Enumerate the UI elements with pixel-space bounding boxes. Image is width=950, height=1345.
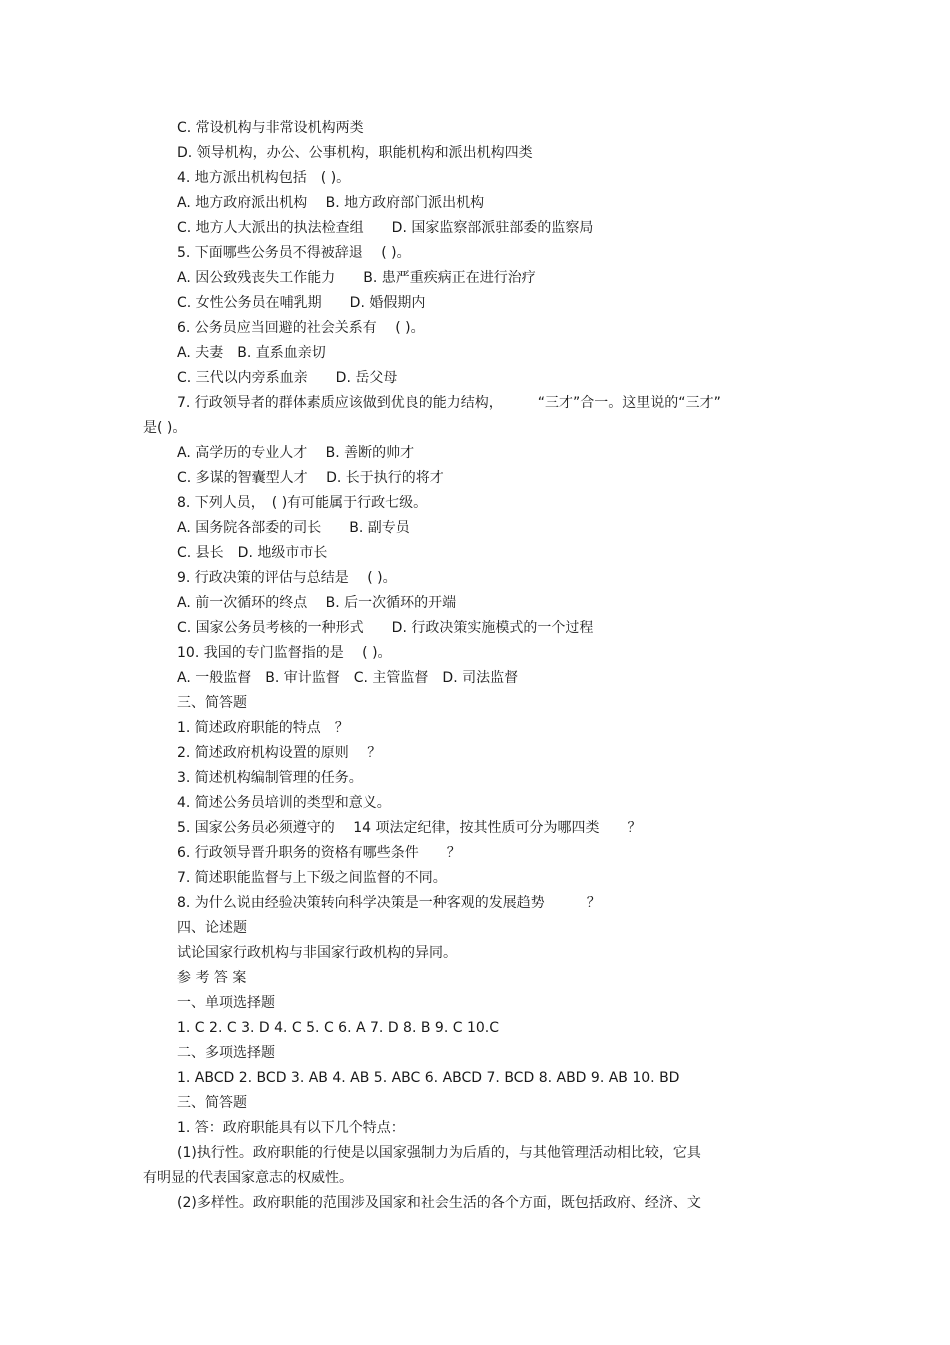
section-heading: 三、简答题 [177, 695, 247, 711]
answers-heading: 参 考 答 案 [177, 970, 247, 986]
text-line: C. 女性公务员在哺乳期 D. 婚假期内 [177, 295, 426, 311]
text-line: 4. 简述公务员培训的类型和意义。 [177, 795, 391, 811]
section-heading: 二、多项选择题 [177, 1045, 275, 1061]
text-line: 6. 行政领导晋升职务的资格有哪些条件 ？ [177, 845, 461, 861]
text-line: 10. 我国的专门监督指的是 ( )。 [177, 645, 392, 661]
text-line: A. 夫妻 B. 直系血亲切 [177, 345, 326, 361]
text-line: 8. 为什么说由经验决策转向科学决策是一种客观的发展趋势 ？ [177, 895, 601, 911]
text-line: 试论国家行政机构与非国家行政机构的异同。 [177, 945, 457, 961]
text-line: A. 国务院各部委的司长 B. 副专员 [177, 520, 410, 536]
text-line: 4. 地方派出机构包括 ( )。 [177, 170, 351, 186]
text-line: 7. 行政领导者的群体素质应该做到优良的能力结构， “三才”合一。这里说的“三才” [177, 395, 721, 411]
text-line: 6. 公务员应当回避的社会关系有 ( )。 [177, 320, 425, 336]
text-line: C. 常设机构与非常设机构两类 [177, 120, 364, 136]
text-line: D. 领导机构，办公、公事机构，职能机构和派出机构四类 [177, 145, 533, 161]
text-line: C. 三代以内旁系血亲 D. 岳父母 [177, 370, 398, 386]
text-line: A. 高学历的专业人才 B. 善断的帅才 [177, 445, 415, 461]
text-line: A. 一般监督 B. 审计监督 C. 主管监督 D. 司法监督 [177, 670, 519, 686]
answer-key: 1. C 2. C 3. D 4. C 5. C 6. A 7. D 8. B 9. C 10.C [177, 1020, 499, 1036]
text-line: 1. 简述政府职能的特点 ？ [177, 720, 349, 736]
text-line: 5. 国家公务员必须遵守的 14 项法定纪律，按其性质可分为哪四类 ？ [177, 820, 642, 836]
text-line: 是( )。 [143, 420, 187, 436]
text-line: 1. 答：政府职能具有以下几个特点： [177, 1120, 405, 1136]
text-line: A. 前一次循环的终点 B. 后一次循环的开端 [177, 595, 457, 611]
text-line: C. 多谋的智囊型人才 D. 长于执行的将才 [177, 470, 444, 486]
text-line: C. 国家公务员考核的一种形式 D. 行政决策实施模式的一个过程 [177, 620, 594, 636]
text-line: 有明显的代表国家意志的权威性。 [143, 1170, 353, 1186]
section-heading: 一、单项选择题 [177, 995, 275, 1011]
section-heading: 四、论述题 [177, 920, 247, 936]
text-line: (1)执行性。政府职能的行使是以国家强制力为后盾的，与其他管理活动相比较，它具 [177, 1145, 701, 1161]
text-line: A. 因公致残丧失工作能力 B. 患严重疾病正在进行治疗 [177, 270, 536, 286]
text-line: 5. 下面哪些公务员不得被辞退 ( )。 [177, 245, 411, 261]
text-line: (2)多样性。政府职能的范围涉及国家和社会生活的各个方面，既包括政府、经济、文 [177, 1195, 701, 1211]
text-line: 3. 简述机构编制管理的任务。 [177, 770, 363, 786]
text-line: C. 县长 D. 地级市市长 [177, 545, 328, 561]
text-line: A. 地方政府派出机构 B. 地方政府部门派出机构 [177, 195, 485, 211]
text-line: 7. 简述职能监督与上下级之间监督的不同。 [177, 870, 447, 886]
answer-key: 1. ABCD 2. BCD 3. AB 4. AB 5. ABC 6. ABCD 7. BCD 8. ABD 9. AB 10. BD [177, 1070, 680, 1086]
section-heading: 三、简答题 [177, 1095, 247, 1111]
text-line: 8. 下列人员， ( )有可能属于行政七级。 [177, 495, 428, 511]
text-line: C. 地方人大派出的执法检查组 D. 国家监察部派驻部委的监察局 [177, 220, 594, 236]
text-line: 9. 行政决策的评估与总结是 ( )。 [177, 570, 397, 586]
text-line: 2. 简述政府机构设置的原则 ？ [177, 745, 382, 761]
